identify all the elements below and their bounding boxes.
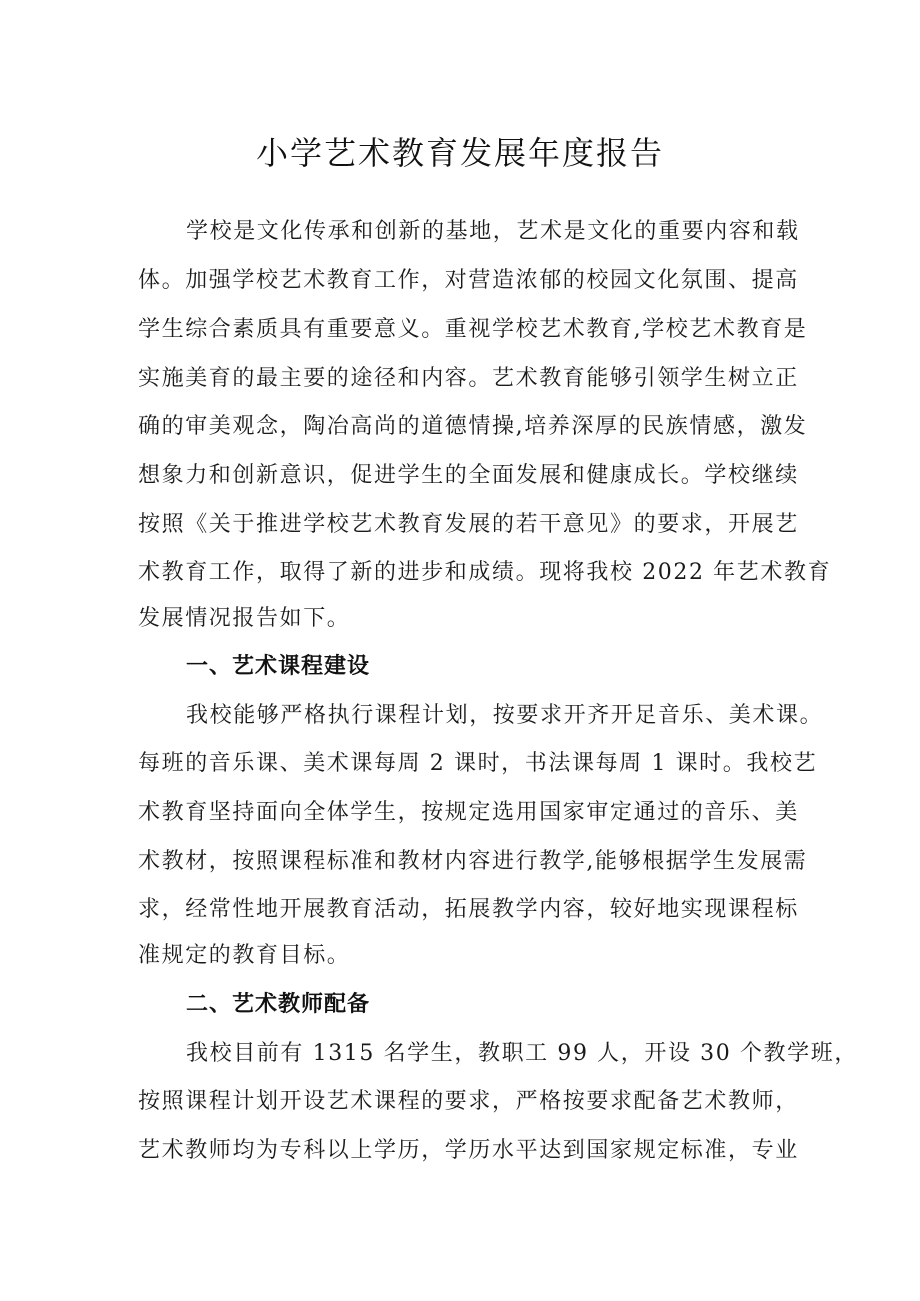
section2-line: 我校目前有 1315 名学生，教职工 99 人，开设 30 个教学班，: [186, 1041, 858, 1066]
intro-line: 术教育工作，取得了新的进步和成绩。现将我校 2022 年艺术教育: [138, 560, 832, 585]
section1-line: 术教材，按照课程标准和教材内容进行教学,能够根据学生发展需: [138, 849, 808, 874]
section-heading-courses: 一、艺术课程建设: [186, 654, 371, 679]
intro-line: 确的审美观念，陶冶高尚的道德情操,培养深厚的民族情感，激发: [138, 414, 808, 439]
intro-line: 发展情况报告如下。: [138, 606, 351, 631]
intro-line: 学校是文化传承和创新的基地，艺术是文化的重要内容和载: [186, 219, 800, 244]
section2-line: 艺术教师均为专科以上学历，学历水平达到国家规定标准，专业: [138, 1138, 799, 1163]
intro-line: 想象力和创新意识，促进学生的全面发展和健康成长。学校继续: [138, 463, 799, 488]
section-heading-teachers: 二、艺术教师配备: [186, 992, 371, 1017]
intro-line: 按照《关于推进学校艺术教育发展的若干意见》的要求，开展艺: [138, 512, 799, 537]
document-title: 小学艺术教育发展年度报告: [255, 134, 664, 172]
intro-line: 学生综合素质具有重要意义。重视学校艺术教育,学校艺术教育是: [138, 317, 808, 342]
section1-line: 准规定的教育目标。: [138, 943, 351, 968]
intro-line: 体。加强学校艺术教育工作，对营造浓郁的校园文化氛围、提高: [138, 268, 799, 293]
section1-line: 每班的音乐课、美术课每周 2 课时，书法课每周 1 课时。我校艺: [138, 751, 818, 776]
section1-line: 求，经常性地开展教育活动，拓展教学内容，较好地实现课程标: [138, 897, 799, 922]
intro-line: 实施美育的最主要的途径和内容。艺术教育能够引领学生树立正: [138, 366, 799, 391]
section1-line: 我校能够严格执行课程计划，按要求开齐开足音乐、美术课。: [186, 703, 824, 728]
section2-line: 按照课程计划开设艺术课程的要求，严格按要求配备艺术教师，: [138, 1089, 799, 1114]
section1-line: 术教育坚持面向全体学生，按规定选用国家审定通过的音乐、美: [138, 800, 799, 825]
